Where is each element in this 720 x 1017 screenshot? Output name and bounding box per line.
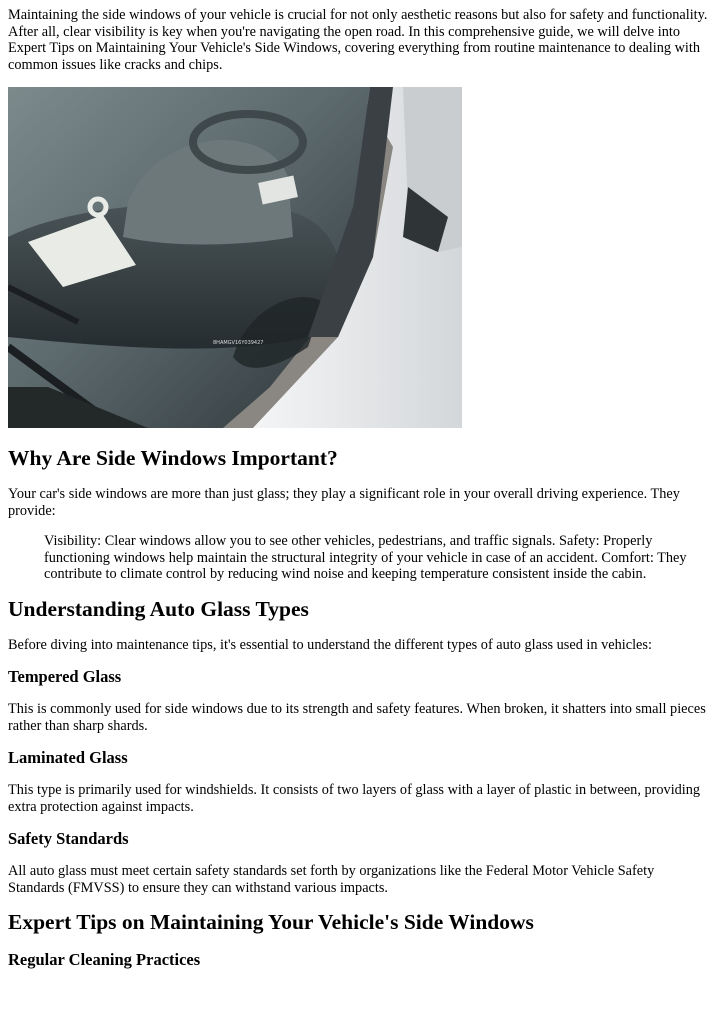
- section-heading-side-windows: Why Are Side Windows Important?: [8, 446, 338, 470]
- subheading-tempered-glass: Tempered Glass: [8, 667, 122, 686]
- windshield-photo: [8, 87, 462, 428]
- section-paragraph: Your car's side windows are more than just glass; they play a significant role in your overall driving experience. They provide:: [8, 486, 680, 519]
- vin-sticker-text: 8HAMGV16Y039427: [213, 340, 264, 346]
- section-paragraph: Before diving into maintenance tips, it's essential to understand the different types of auto glass used in vehicles:: [8, 636, 652, 653]
- subheading-regular-cleaning: Regular Cleaning Practices: [8, 950, 201, 969]
- section-paragraph: All auto glass must meet certain safety standards set forth by organizations like the Federal Motor Vehicle Safety Standards (FMVSS) to ensure they can withstand various impacts.: [8, 863, 655, 896]
- section-paragraph: This type is primarily used for windshields. It consists of two layers of glass with a layer of plastic in between, providing extra protection against impacts.: [8, 782, 701, 815]
- intro-paragraph: Maintaining the side windows of your vehicle is crucial for not only aesthetic reasons but also for safety and functionality. After all, clear visibility is key when you're navigating the open road. In this comprehensive guide, we will delve into Expert Tips on Maintaining Your Vehicle's Side Windows, covering everything from routine maintenance to dealing with common issues like cracks and chips.: [8, 7, 708, 73]
- section-heading-expert-tips: Expert Tips on Maintaining Your Vehicle's Side Windows: [8, 910, 534, 934]
- benefits-quote: Visibility: Clear windows allow you to see other vehicles, pedestrians, and traffic signals. Safety: Properly functioning windows help maintain the structural integrity of your vehicle in case of an accident. Comfort: They contribute to climate control by reducing wind noise and keeping temperature consistent inside the cabin.: [44, 533, 687, 582]
- section-paragraph: This is commonly used for side windows due to its strength and safety features. When broken, it shatters into small pieces rather than sharp shards.: [8, 701, 706, 734]
- subheading-laminated-glass: Laminated Glass: [8, 748, 128, 767]
- subheading-safety-standards: Safety Standards: [8, 829, 129, 848]
- section-heading-glass-types: Understanding Auto Glass Types: [8, 596, 309, 621]
